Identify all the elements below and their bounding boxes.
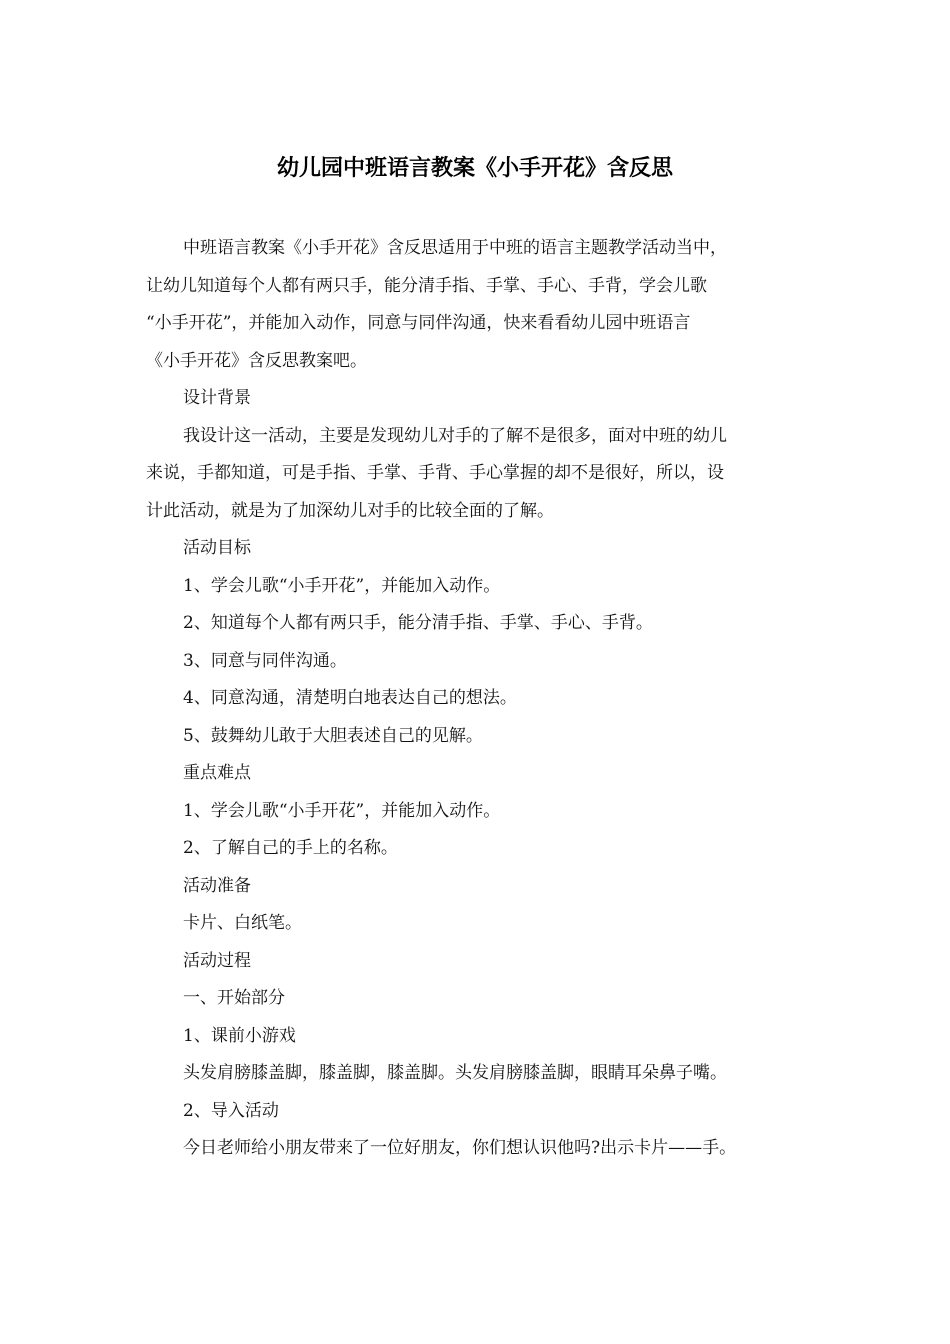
heading-key-points: 重点难点 [183, 763, 251, 783]
document-body [146, 230, 806, 1168]
process-step-2: 2、导入活动 [183, 1100, 279, 1121]
key-point-1: 1、学会儿歌“小手开花”，并能加入动作。 [183, 800, 501, 821]
intro-line-3: “小手开花”，并能加入动作，同意与同伴沟通，快来看看幼儿园中班语言 [146, 313, 691, 333]
heading-process: 活动过程 [183, 950, 251, 971]
intro-line-1: 中班语言教案《小手开花》含反思适用于中班的语言主题教学活动当中， [183, 238, 727, 258]
goal-item-3: 3、同意与同伴沟通。 [183, 650, 347, 671]
intro-line-2: 让幼儿知道每个人都有两只手，能分清手指、手掌、手心、手背，学会儿歌 [146, 275, 707, 296]
document-title: 幼儿园中班语言教案《小手开花》含反思 [276, 156, 673, 181]
process-step-1: 1、课前小游戏 [183, 1025, 296, 1046]
intro-line-4: 《小手开花》含反思教案吧。 [146, 350, 367, 371]
goal-item-5: 5、鼓舞幼儿敢于大胆表述自己的见解。 [183, 725, 483, 746]
heading-design-background: 设计背景 [183, 388, 251, 408]
heading-activity-goals: 活动目标 [183, 538, 251, 558]
background-line-2: 来说，手都知道，可是手指、手掌、手背、手心掌握的却不是很好，所以，设 [146, 463, 724, 483]
background-line-1: 我设计这一活动，主要是发现幼儿对手的了解不是很多，面对中班的幼儿 [183, 425, 727, 446]
preparation-text: 卡片、白纸笔。 [183, 913, 302, 933]
key-point-2: 2、了解自己的手上的名称。 [183, 838, 398, 858]
background-line-3: 计此活动，就是为了加深幼儿对手的比较全面的了解。 [146, 500, 554, 521]
process-game-text: 头发肩膀膝盖脚，膝盖脚，膝盖脚。头发肩膀膝盖脚，眼睛耳朵鼻子嘴。 [183, 1063, 727, 1083]
goal-item-1: 1、学会儿歌“小手开花”，并能加入动作。 [183, 575, 501, 596]
heading-preparation: 活动准备 [183, 875, 251, 896]
goal-item-4: 4、同意沟通，清楚明白地表达自己的想法。 [183, 688, 517, 708]
process-intro-text: 今日老师给小朋友带来了一位好朋友，你们想认识他吗?出示卡片——手。 [183, 1138, 737, 1158]
process-part-1: 一、开始部分 [183, 988, 285, 1008]
goal-item-2: 2、知道每个人都有两只手，能分清手指、手掌、手心、手背。 [183, 613, 653, 633]
